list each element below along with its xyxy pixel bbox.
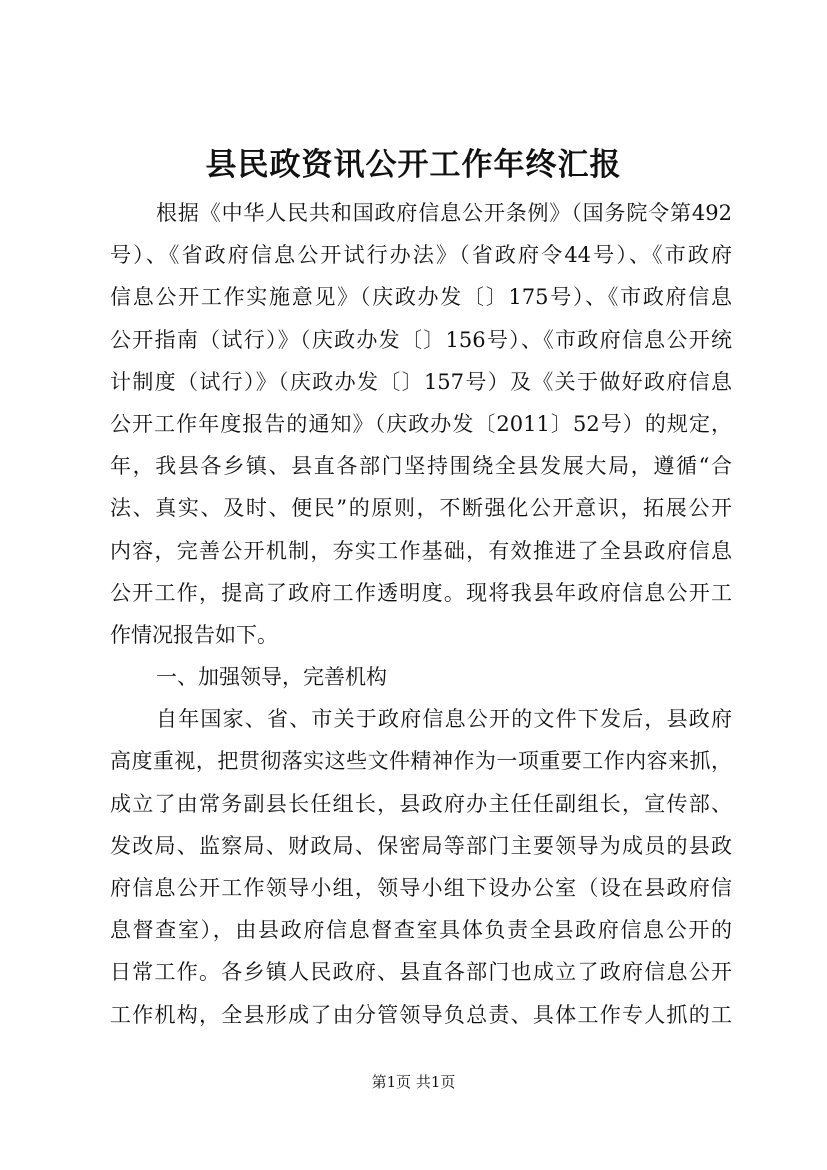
section-heading: 一、加强领导，完善机构 (156, 665, 387, 690)
body-line: 作情况报告如下。 (110, 622, 278, 647)
body-line: 日常工作。各乡镇人民政府、县直各部门也成立了政府信息公开 (110, 960, 732, 985)
body-line: 发改局、监察局、财政局、保密局等部门主要领导为成员的县政 (110, 833, 732, 858)
body-line: 信息公开工作实施意见》（庆政办发〔〕175号）、《市政府信息 (110, 285, 732, 310)
body-line: 公开指南（试行）》（庆政办发〔〕156号）、《市政府信息公开统 (110, 327, 732, 352)
body-line: 内容，完善公开机制，夯实工作基础，有效推进了全县政府信息 (110, 538, 732, 563)
body-line: 自年国家、省、市关于政府信息公开的文件下发后，县政府 (156, 707, 732, 732)
body-line: 号）、《省政府信息公开试行办法》（省政府令44号）、《市政府 (110, 243, 732, 268)
body-line: 根据《中华人民共和国政府信息公开条例》（国务院令第492 (156, 201, 732, 225)
document-title: 县民政资讯公开工作年终汇报 (205, 147, 622, 183)
body-line: 年，我县各乡镇、县直各部门坚持围绕全县发展大局，遵循“合 (110, 454, 732, 479)
body-line: 息督查室），由县政府信息督查室具体负责全县政府信息公开的 (110, 918, 732, 943)
body-line: 公开工作，提高了政府工作透明度。现将我县年政府信息公开工 (110, 580, 732, 605)
page-footer: 第1页 共1页 (371, 1073, 456, 1091)
body-line: 计制度（试行）》（庆政办发〔〕157号）及《关于做好政府信息 (110, 369, 732, 394)
body-line: 法、真实、及时、便民”的原则，不断强化公开意识，拓展公开 (110, 496, 732, 521)
body-line: 工作机构，全县形成了由分管领导负总责、具体工作专人抓的工 (110, 1002, 732, 1027)
body-line: 公开工作年度报告的通知》（庆政办发〔2011〕52号）的规定， (110, 411, 732, 436)
body-line: 高度重视，把贯彻落实这些文件精神作为一项重要工作内容来抓， (110, 749, 732, 774)
body-line: 成立了由常务副县长任组长，县政府办主任任副组长，宣传部、 (110, 791, 732, 816)
body-line: 府信息公开工作领导小组，领导小组下设办公室（设在县政府信 (110, 876, 732, 900)
document-body (110, 192, 732, 1036)
